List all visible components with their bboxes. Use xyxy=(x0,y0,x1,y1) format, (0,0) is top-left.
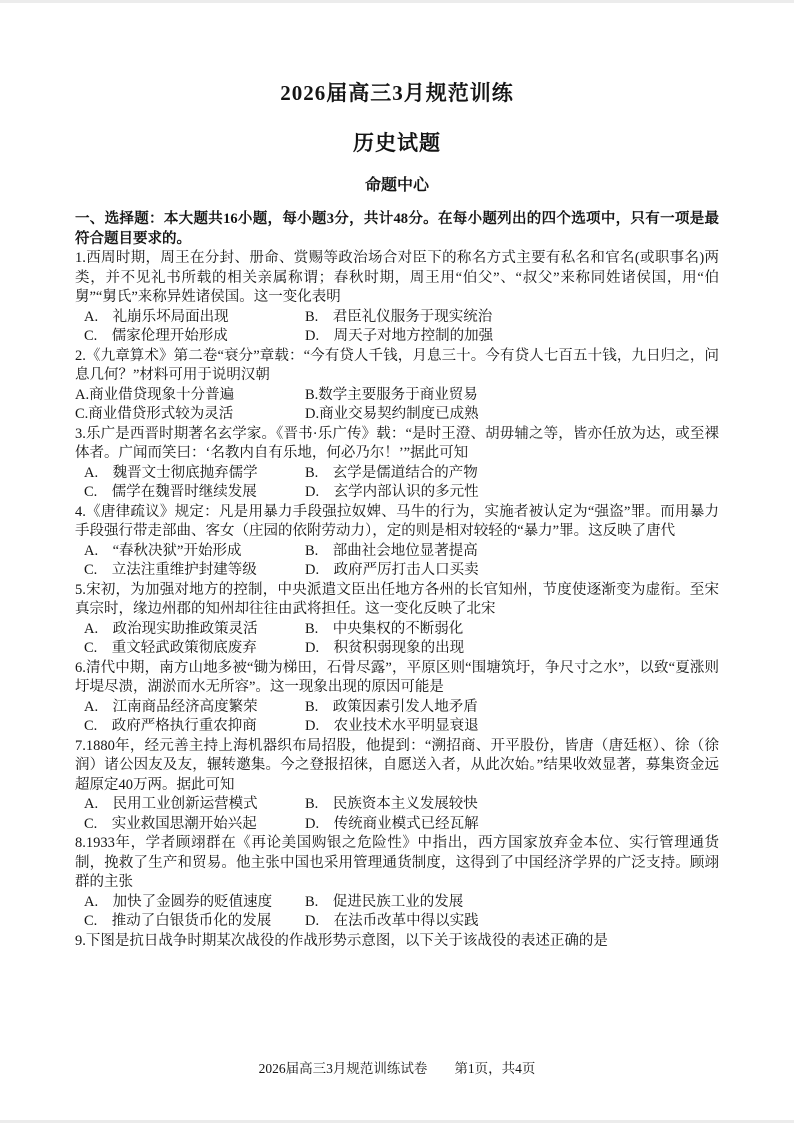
question-2-stem: 2.《九章算术》第二卷“衰分”章载：“今有贷人千钱，月息三十。今有贷人七百五十钱，九日归之，问息几何？”材料可用于说明汉朝 xyxy=(75,347,719,383)
question-2-option-b: B.数学主要服务于商业贸易 xyxy=(305,386,478,403)
issuer-title: 命题中心 xyxy=(364,177,429,194)
question-6-options xyxy=(75,698,719,737)
question-8-options xyxy=(75,893,719,932)
question-7-options xyxy=(75,795,719,834)
question-5 xyxy=(75,581,719,659)
question-3 xyxy=(75,425,719,503)
question-7 xyxy=(75,737,719,835)
question-6-stem: 6.清代中期，南方山地多被“锄为梯田，石骨尽露”，平原区则“围塘筑圩，争尺寸之水”，以致“夏涨则圩堤尽溃，湖淤而水无所容”。这一现象出现的原因可能是 xyxy=(75,659,719,695)
question-5-stem: 5.宋初，为加强对地方的控制，中央派遣文臣出任地方各州的长官知州，节度使逐渐变为虚衔。至宋真宗时，缘边州郡的知州却往往由武将担任。这一变化反映了北宋 xyxy=(75,581,719,617)
question-6 xyxy=(75,659,719,737)
page-edge-top xyxy=(0,0,794,3)
question-4-option-d: D. 政府严厉打击人口买卖 xyxy=(305,562,479,578)
question-6-option-c: C. 政府严格执行重农抑商 xyxy=(84,718,257,734)
question-9-stem: 9.下图是抗日战争时期某次战役的作战形势示意图，以下关于该战役的表述正确的是 xyxy=(75,932,608,949)
question-3-option-d: D. 玄学内部认识的多元性 xyxy=(305,484,479,500)
question-1-option-b: B. 君臣礼仪服务于现实统治 xyxy=(305,308,493,325)
question-5-option-c: C. 重文轻武政策彻底废弃 xyxy=(84,640,257,656)
question-4-option-b: B. 部曲社会地位显著提高 xyxy=(305,542,478,559)
question-8-option-a: A. 加快了金圆券的贬值速度 xyxy=(84,893,273,910)
page-footer: 2026届高三3月规范训练试卷 第1页，共4页 xyxy=(258,1061,536,1076)
question-5-option-d: D. 积贫积弱现象的出现 xyxy=(305,640,465,656)
question-1 xyxy=(75,249,719,347)
question-2-option-a: A.商业借贷现象十分普遍 xyxy=(75,386,235,403)
question-4 xyxy=(75,503,719,581)
question-1-option-c: C. 儒家伦理开始形成 xyxy=(84,328,228,344)
question-3-options xyxy=(75,464,719,503)
question-1-stem: 1.西周时期，周王在分封、册命、赏赐等政治场合对臣下的称名方式主要有私名和官名(或职事名)两类，并不见礼书所载的相关亲属称谓；春秋时期，周王用“伯父”、“叔父”来称同姓诸侯国，用“伯舅”“舅氏”来称异姓诸侯国。这一变化表明 xyxy=(75,250,719,305)
question-3-stem: 3.乐广是西晋时期著名玄学家。《晋书·乐广传》载：“是时王澄、胡毋辅之等，皆亦任放为达，或至裸体者。广闻而笑曰：‘名教内自有乐地，何必乃尔！’”据此可知 xyxy=(75,425,719,461)
question-5-option-b: B. 中央集权的不断弱化 xyxy=(305,620,464,637)
question-4-stem: 4.《唐律疏议》规定：凡是用暴力手段强拉奴婢、马牛的行为，实施者被认定为“强盗”罪。而用暴力手段强行带走部曲、客女（庄园的依附劳动力），定的则是相对较轻的“暴力”罪。这反映了唐代 xyxy=(75,503,719,539)
question-6-option-b: B. 政策因素引发人地矛盾 xyxy=(305,698,478,715)
question-2-option-c: C.商业借贷形式较为灵活 xyxy=(75,406,234,422)
question-8-stem: 8.1933年，学者顾翊群在《再论美国购银之危险性》中指出，西方国家放弃金本位、实行管理通货制，挽救了生产和贸易。他主张中国也采用管理通货制度，这得到了中国经济学界的广泛支持。顾翊群的主张 xyxy=(75,835,719,890)
question-6-option-d: D. 农业技术水平明显衰退 xyxy=(305,718,479,734)
question-3-option-c: C. 儒学在魏晋时继续发展 xyxy=(84,484,257,500)
subject-title: 历史试题 xyxy=(353,131,441,155)
question-7-stem: 7.1880年，经元善主持上海机器织布局招股，他提到：“溯招商、开平股份，皆唐（唐廷枢）、徐（徐润）诸公因友及友，辗转邀集。今之登报招徕，自愿送入者，从此次始。”结果收效显著，募集资金远超原定40万两。据此可知 xyxy=(75,737,719,793)
question-4-option-c: C. 立法注重维护封建等级 xyxy=(84,562,257,578)
question-3-option-b: B. 玄学是儒道结合的产物 xyxy=(305,464,478,481)
question-7-option-d: D. 传统商业模式已经瓦解 xyxy=(305,815,479,832)
question-1-options xyxy=(75,308,719,347)
question-6-option-a: A. 江南商品经济高度繁荣 xyxy=(84,698,258,715)
question-8-option-b: B. 促进民族工业的发展 xyxy=(305,893,464,910)
question-3-option-a: A. 魏晋文士彻底抛弃儒学 xyxy=(84,464,258,481)
question-7-option-b: B. 民族资本主义发展较快 xyxy=(305,796,478,812)
question-2-option-d: D.商业交易契约制度已成熟 xyxy=(305,406,479,422)
question-8-option-d: D. 在法币改革中得以实践 xyxy=(305,913,479,929)
question-7-option-c: C. 实业救国思潮开始兴起 xyxy=(84,815,257,832)
question-8-option-c: C. 推动了白银货币化的发展 xyxy=(84,913,272,929)
question-5-options xyxy=(75,620,719,659)
question-2-options xyxy=(75,386,719,425)
question-4-options xyxy=(75,542,719,581)
question-4-option-a: A. “春秋决狱”开始形成 xyxy=(84,542,242,559)
exam-title: 2026届高三3月规范训练 xyxy=(280,81,514,105)
question-1-option-a: A. 礼崩乐坏局面出现 xyxy=(84,308,229,325)
question-7-option-a: A. 民用工业创新运营模式 xyxy=(84,796,258,812)
question-5-option-a: A. 政治现实助推政策灵活 xyxy=(84,620,258,637)
section-header-choice: 一、选择题：本大题共16小题，每小题3分，共计48分。在每小题列出的四个选项中，只有一项是最符合题目要求的。 xyxy=(75,211,719,247)
question-8 xyxy=(75,834,719,932)
question-1-option-d: D. 周天子对地方控制的加强 xyxy=(305,328,494,344)
question-9 xyxy=(75,932,719,952)
question-2 xyxy=(75,347,719,425)
